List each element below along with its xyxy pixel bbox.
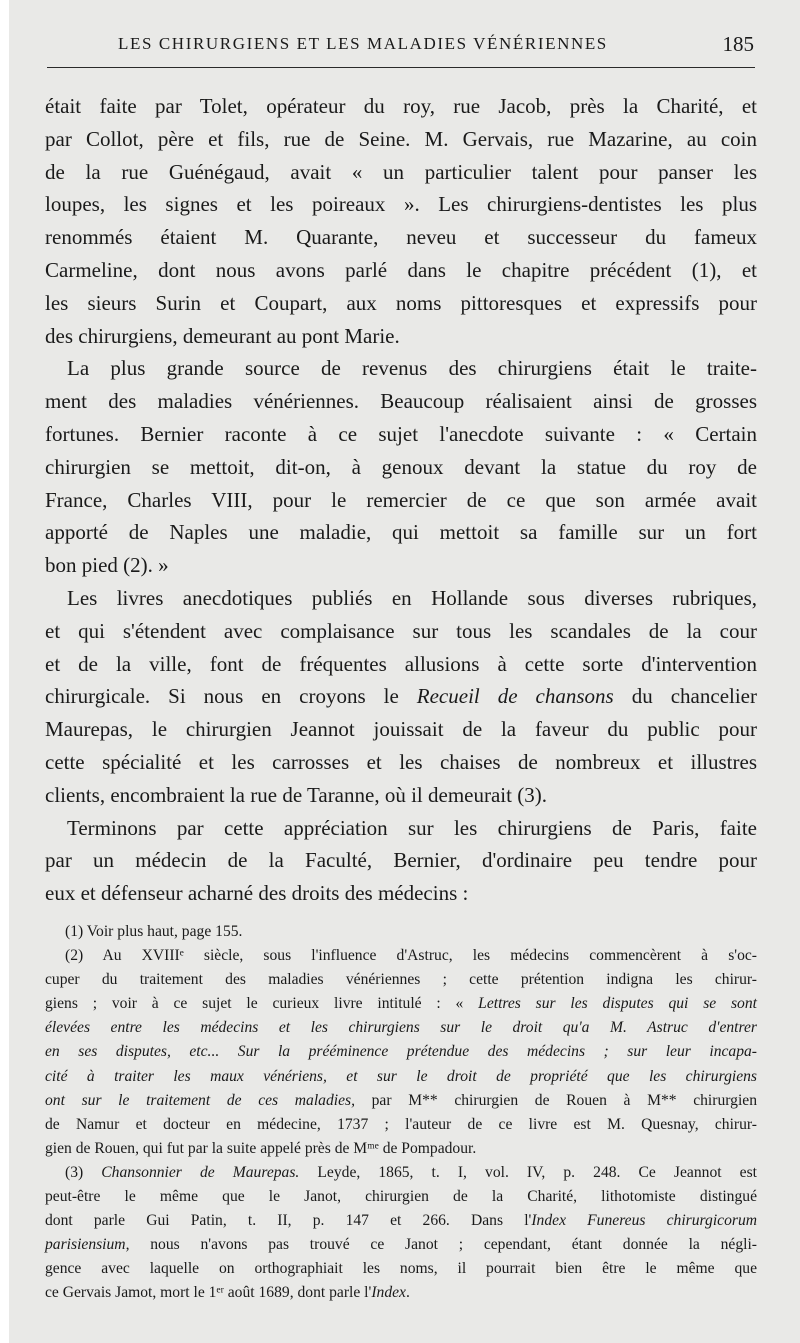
body-line-22: clients, encombraient la rue de Taranne, où il demeurait (3). (45, 782, 547, 807)
body-line-2: par Collot, père et fils, rue de Seine. M. Gervais, rue Mazarine, au coin (45, 126, 757, 151)
body-line-9: La plus grande source de revenus des chirurgiens était le traite- (67, 356, 757, 381)
note-line-3: cuper du traitement des maladies vénériennes ; cette prétention indigna les chirur- (45, 971, 757, 989)
body-line-19 (45, 680, 757, 713)
note-line-5-italic-text: élevées entre les médecins et les chirurgiens sur le droit qu'a M. Astruc d'entrer (45, 1019, 757, 1037)
note-line-4-italic-text: Lettres sur les disputes qui se sont (478, 995, 757, 1013)
body-line-5: renommés étaient M. Quarante, neveu et successeur du fameux (45, 225, 757, 250)
page-left-margin (0, 0, 9, 1343)
body-line-15: bon pied (2). » (45, 553, 169, 578)
note-line-14-post-text: nous n'avons pas trouvé ce Janot ; cependant, étant donnée la négli- (129, 1236, 757, 1254)
body-line-21: cette spécialité et les carrosses et les chaises de nombreux et illustres (45, 749, 757, 774)
body-line-19-post-text: du chancelier (613, 684, 757, 709)
note-line-6-italic-text: en ses disputes, etc... Sur la prééminence prétendue des médecins ; sur leur incapa- (45, 1043, 757, 1061)
body-line-24: par un médecin de la Faculté, Bernier, d'ordinaire peu tendre pour (45, 848, 757, 873)
body-line-8: des chirurgiens, demeurant au pont Marie. (45, 323, 400, 348)
body-line-11: fortunes. Bernier raconte à ce sujet l'anecdote suivante : « Certain (45, 421, 757, 446)
note-line-10: gien de Rouen, qui fut par la suite appelé près de Mᵐᵉ de Pompadour. (45, 1139, 477, 1157)
body-line-16: Les livres anecdotiques publiés en Hollande sous diverses rubriques, (67, 585, 757, 610)
footnotes (45, 920, 757, 1306)
note-line-16-pre-text: ce Gervais Jamot, mort le 1ᵉʳ août 1689, dont parle l' (45, 1284, 372, 1302)
note-line-4 (45, 992, 757, 1016)
body-line-3: de la rue Guénégaud, avait « un particulier talent pour panser les (45, 159, 757, 184)
note-line-16 (45, 1281, 757, 1305)
note-line-2: (2) Au XVIIIᵉ siècle, sous l'influence d'Astruc, les médecins commencèrent à s'oc- (65, 947, 757, 965)
note-line-14 (45, 1233, 757, 1257)
body-line-19-italic-text: Recueil de chansons (416, 684, 614, 709)
note-line-16-italic-text: Index (371, 1284, 406, 1302)
body-line-20: Maurepas, le chirurgien Jeannot jouissait de la faveur du public pour (45, 717, 757, 742)
note-line-8 (45, 1089, 757, 1113)
page-header (10, 30, 770, 66)
body-line-1: était faite par Tolet, opérateur du roy, rue Jacob, près la Charité, et (45, 94, 757, 118)
body-line-10: ment des maladies vénériennes. Beaucoup réalisaient ainsi de grosses (45, 389, 757, 414)
note-line-16-post-text: . (405, 1284, 410, 1302)
note-line-8-post-text: par M** chirurgien de Rouen à M** chirurgien (354, 1091, 758, 1109)
running-title: LES CHIRURGIENS ET LES MALADIES VÉNÉRIENNES (118, 34, 608, 53)
body-text (45, 90, 757, 910)
note-line-11-post-text: Leyde, 1865, t. I, vol. IV, p. 248. Ce Jeannot est (299, 1163, 757, 1181)
body-line-4: loupes, les signes et les poireaux ». Les chirurgiens-dentistes les plus (45, 192, 757, 217)
body-line-23: Terminons par cette appréciation sur les chirurgiens de Paris, faite (67, 815, 757, 840)
note-line-11-pre-text: (3) (65, 1163, 102, 1181)
body-line-17: et qui s'étendent avec complaisance sur tous les scandales de la cour (45, 618, 757, 643)
note-line-6 (45, 1040, 757, 1064)
note-line-4-pre-text: giens ; voir à ce sujet le curieux livre intitulé : « (45, 995, 479, 1013)
body-line-12: chirurgien se mettoit, dit-on, à genoux devant la statue du roy de (45, 454, 757, 479)
note-line-5 (45, 1016, 757, 1040)
note-line-14-italic-text: parisiensium, (45, 1236, 130, 1254)
header-rule (47, 67, 755, 68)
body-line-19-pre-text: chirurgicale. Si nous en croyons le (45, 684, 417, 709)
note-line-15: gence avec laquelle on orthographiait les noms, il pourrait bien être le même que (45, 1260, 757, 1278)
note-line-9: de Namur et docteur en médecine, 1737 ; l'auteur de ce livre est M. Quesnay, chirur- (45, 1115, 757, 1133)
note-line-13-italic-text: Index Funereus chirurgicorum (531, 1212, 758, 1230)
page-number: 185 (722, 32, 754, 56)
note-line-13-pre-text: dont parle Gui Patin, t. II, p. 147 et 266. Dans l' (45, 1212, 532, 1230)
note-line-7 (45, 1065, 757, 1089)
body-line-7: les sieurs Surin et Coupart, aux noms pittoresques et expressifs pour (45, 290, 757, 315)
body-line-25: eux et défenseur acharné des droits des médecins : (45, 881, 469, 906)
body-line-6: Carmeline, dont nous avons parlé dans le chapitre précédent (1), et (45, 257, 757, 282)
body-line-13: France, Charles VIII, pour le remercier de ce que son armée avait (45, 487, 757, 512)
note-line-11 (45, 1161, 757, 1185)
note-line-12: peut-être le même que le Janot, chirurgien de la Charité, lithotomiste distingué (45, 1188, 757, 1206)
note-line-1: (1) Voir plus haut, page 155. (65, 923, 243, 940)
note-line-11-italic-text: Chansonnier de Maurepas. (101, 1163, 300, 1181)
body-line-14: apporté de Naples une maladie, qui mettoit sa famille sur un fort (45, 520, 757, 545)
note-line-8-italic-text: ont sur le traitement de ces maladies, (45, 1091, 355, 1109)
body-line-18: et de la ville, font de fréquentes allusions à cette sorte d'intervention (45, 651, 757, 676)
note-line-13 (45, 1209, 757, 1233)
note-line-7-italic-text: cité à traiter les maux vénériens, et sur le droit de propriété que les chirurgiens (45, 1067, 757, 1085)
